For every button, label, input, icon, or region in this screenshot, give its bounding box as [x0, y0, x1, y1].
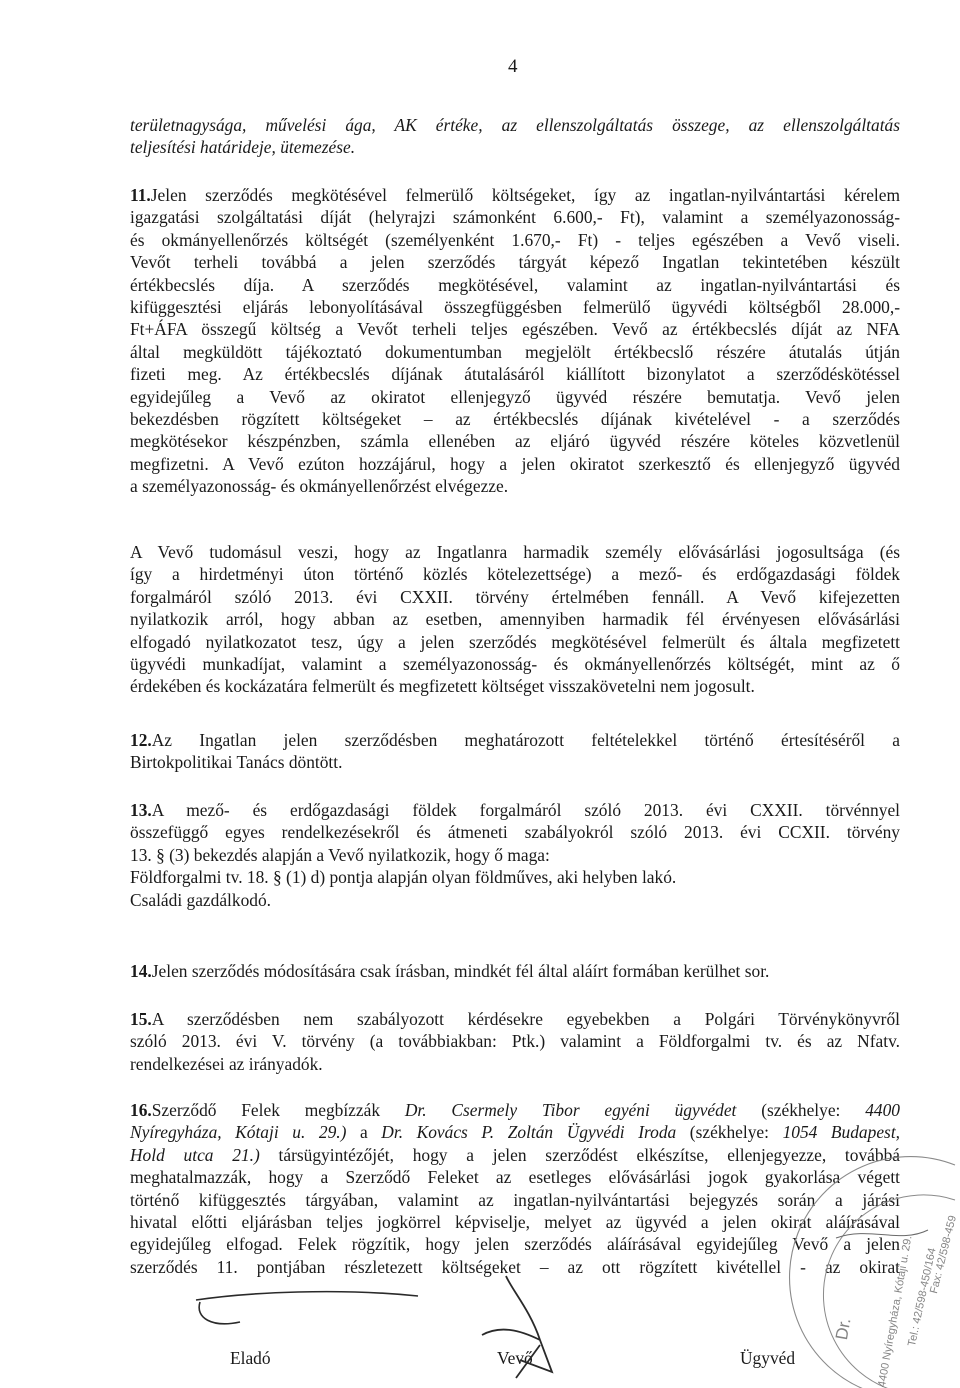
section-11-line: igazgatási szolgáltatási díját (helyrajzi számonként 6.600,- Ft), valamint a személyazonosság-	[130, 207, 900, 228]
buyer-signature-label: Vevő	[497, 1348, 533, 1368]
seller-signature	[196, 1292, 418, 1324]
section-15	[130, 1008, 900, 1075]
section-14-number: 14.	[130, 961, 152, 981]
section-13-line: összefüggő egyes rendelkezésekről és átmeneti szabályokról szóló 2013. évi CCXII. törvény	[130, 822, 900, 843]
section-14-first-text: Jelen szerződés módosítására csak írásban, mindkét fél által aláírt formában kerülhet sor.	[151, 961, 770, 981]
lawyer-name: Dr. Csermely Tibor egyéni ügyvédet	[404, 1100, 737, 1120]
section-11-first-text: Jelen szerződés megkötésével felmerülő költségeket, így az ingatlan-nyilvántartási kérelem	[150, 185, 900, 205]
stamp-name: Dr.	[832, 1316, 855, 1342]
section-11-line: a személyazonosság- és okmányellenőrzést elvégezze.	[130, 476, 509, 497]
section-15-number: 15.	[130, 1009, 152, 1029]
section-11-line: és okmányellenőrzés költségét (személyenként 1.670,- Ft) - teljes egészében a Vevő viseli.	[130, 229, 900, 250]
stamp-address: 4400 Nyíregyháza, Kótaji u. 29.	[876, 1234, 915, 1388]
lawyer-address: 4400	[865, 1100, 900, 1120]
section-11-line: értékbecslés díja. A szerződés megkötésével, valamint az ingatlan-nyilvántartási és	[130, 274, 900, 295]
section-13-line: 13. § (3) bekezdés alapján a Vevő nyilatkozik, hogy ő maga:	[130, 844, 550, 865]
paragraph-line: A Vevő tudomásul veszi, hogy az Ingatlanra harmadik személy elővásárlási jogosultsága (és	[130, 542, 900, 562]
law-firm-address: Hold utca 21.)	[130, 1144, 260, 1165]
section-11-number: 11.	[130, 185, 151, 205]
intro-paragraph	[130, 114, 900, 159]
section-13	[130, 799, 900, 911]
paragraph-line: így a hirdetményi úton történő közlés kötelezettsége) a mező- és erdőgazdasági földek	[130, 564, 900, 585]
section-11-line: kifüggesztési eljárás lebonyolításával összegfüggésben felmerülő ügyvédi költségből 28.000,-	[130, 297, 900, 318]
stamp-phone: Tel.: 42/598-450/164	[906, 1246, 939, 1348]
section-16-line: hivatal előtti eljárásban teljes jogkörrel képviselje, melyet az ügyvéd a jelen okirat aláírásával	[130, 1212, 900, 1233]
section-11-line: Vevőt terheli továbbá a jelen szerződés tárgyát képező Ingatlan tekintetében készült	[130, 252, 900, 273]
lawyer-address: Nyíregyháza, Kótaji u. 29.)	[130, 1122, 347, 1143]
section-12-first-text: Az Ingatlan jelen szerződésben meghatározott feltételekkel történő értesítéséről a	[151, 730, 900, 750]
section-13-line: Családi gazdálkodó.	[130, 889, 272, 910]
section-11-line: fizeti meg. Az értékbecslés díjának átutalásáról kiállított bizonylatot a szerződéskötéssel	[130, 364, 900, 385]
section-16-line: szerződés 11. pontjában részletezett költségeket – az ott rögzített kivétellel - az okirat	[130, 1256, 900, 1277]
section-14	[130, 960, 900, 982]
section-16-text: (székhelye:	[676, 1122, 783, 1143]
section-16-text: társügyintézőjét, hogy a jelen szerződést elkészítse, ellenjegyezze, továbbá	[259, 1144, 900, 1165]
section-15-first-line	[130, 1008, 900, 1030]
section-14-first-line	[130, 960, 900, 982]
section-12	[130, 729, 900, 774]
section-16	[130, 1099, 900, 1278]
section-12-first-line	[130, 729, 900, 751]
section-16-line-3	[130, 1144, 900, 1166]
section-16-line: egyidejűleg elfogad. Felek rögzítik, hogy jelen szerződés aláírásával egyidejűleg Vevő a jelen	[130, 1234, 900, 1255]
paragraph-line: ügyvédi munkadíjat, valamint a személyazonosság- és okmányellenőrzés költségét, mint az ő	[130, 654, 900, 675]
section-15-line: szóló 2013. évi V. törvény (a továbbiakban: Ptk.) valamint a Földforgalmi tv. és az Nfatv.	[130, 1031, 900, 1052]
section-16-text: a	[346, 1122, 382, 1143]
section-13-first-text: A mező- és erdőgazdasági földek forgalmáról szóló 2013. évi CXXII. törvénnyel	[151, 800, 900, 820]
section-11-line: által megküldött tájékoztató dokumentumban megjelölt értékbecslő részére átutalás útján	[130, 341, 900, 362]
section-16-line-2	[130, 1121, 900, 1143]
section-16-line: meghatalmazzák, hogy a Szerződő Feleket az esetleges elővásárlási jogok gyakorlása végett	[130, 1167, 900, 1188]
section-15-first-text: A szerződésben nem szabályozott kérdésekre egyebekben a Polgári Törvénykönyvről	[151, 1009, 900, 1029]
section-11-line: bekezdésben rögzített költségeket – az értékbecslés díjának kivételével - a szerződés	[130, 409, 900, 430]
law-firm-address: 1054 Budapest,	[782, 1122, 900, 1143]
section-16-number: 16.	[130, 1100, 152, 1120]
section-11-line: Ft+ÁFA összegű költség a Vevőt terheli teljes egészében. Vevő az értékbecslés díját az NFA	[130, 319, 900, 340]
page-number: 4	[508, 56, 518, 77]
section-16-line: történő kifüggesztés tárgyában, valamint az ingatlan-nyilvántartási bejegyzés során a járási	[130, 1189, 900, 1210]
section-16-text: (székhelye:	[736, 1100, 866, 1120]
section-12-number: 12.	[130, 730, 152, 750]
section-16-text: Szerződő Felek megbízzák	[151, 1100, 405, 1120]
lawyer-signature-label: Ügyvéd	[740, 1348, 796, 1368]
section-11	[130, 184, 900, 498]
section-13-number: 13.	[130, 800, 152, 820]
paragraph-line: elfogadó nyilatkozatot tesz, úgy a jelen szerződés megkötésével felmerült és általa megfizetett	[130, 631, 900, 652]
seller-signature-label: Eladó	[230, 1348, 271, 1368]
intro-line-1: területnagysága, művelési ága, AK értéke, az ellenszolgáltatás összege, az ellenszolgáltatás	[130, 115, 900, 135]
paragraph-line: érdekében és kockázatára felmerült és megfizetett költséget visszakövetelni nem jogosult.	[130, 676, 755, 697]
section-13-line: Földforgalmi tv. 18. § (1) d) pontja alapján olyan földműves, aki helyben lakó.	[130, 867, 677, 888]
section-11-line: egyidejűleg a Vevő az okiratot ellenjegyző ügyvéd részére bemutatja. Vevő jelen	[130, 386, 900, 407]
section-13-first-line	[130, 799, 900, 821]
law-firm-name: Dr. Kovács P. Zoltán Ügyvédi Iroda	[381, 1122, 677, 1143]
section-11-line: megkötésekor készpénzben, számla ellenében az eljáró ügyvéd részére köteles közvetlenül	[130, 431, 900, 452]
paragraph-line: forgalmáról szóló 2013. évi CXXII. törvény értelmében fennáll. A Vevő kifejezetten	[130, 586, 900, 607]
paragraph-line: nyilatkozik arról, hogy abban az esetben, amennyiben harmadik fél érvényesen elővásárlási	[130, 609, 900, 630]
buyer-preemption-paragraph	[130, 541, 900, 698]
stamp-fax: Fax: 42/598-459	[928, 1214, 960, 1295]
section-12-line: Birtokpolitikai Tanács döntött.	[130, 752, 343, 773]
section-11-line: megfizetni. A Vevő ezúton hozzájárul, hogy a jelen okiratot szerkesztő és ellenjegyző ügyvéd	[130, 453, 900, 474]
section-15-line: rendelkezései az irányadók.	[130, 1053, 323, 1074]
section-11-first-line	[130, 184, 900, 206]
section-16-line-1	[130, 1099, 900, 1121]
intro-line-2: teljesítési határideje, ütemezése.	[130, 137, 356, 158]
